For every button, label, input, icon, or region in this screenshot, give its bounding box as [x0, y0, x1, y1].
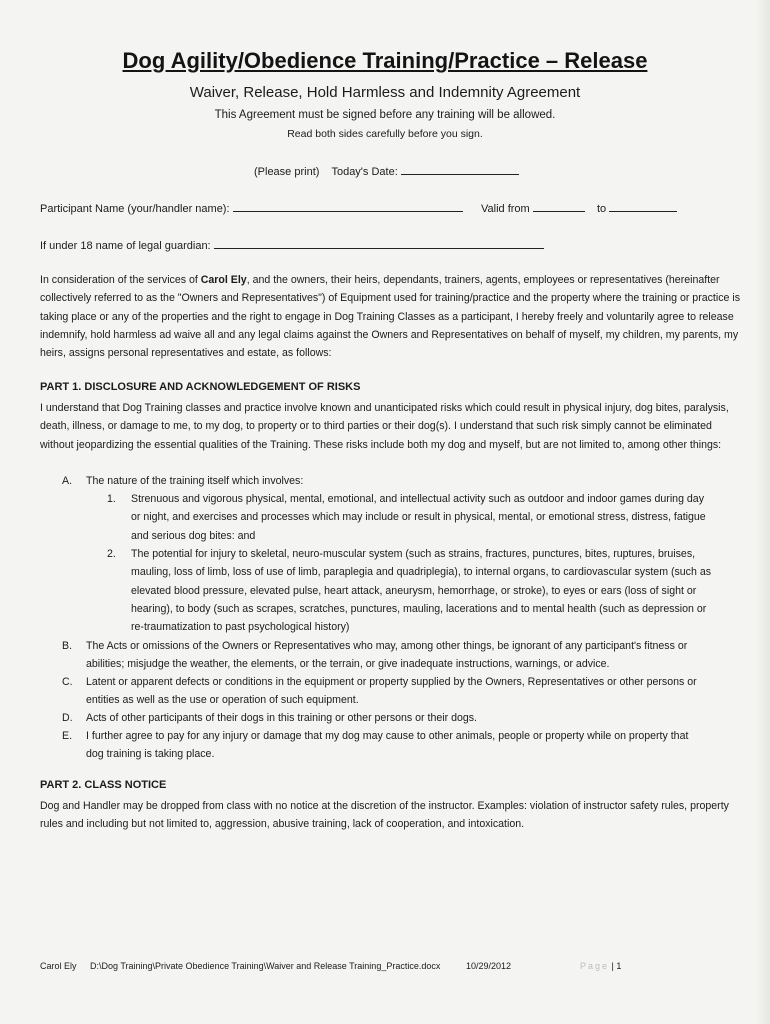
please-print-label: (Please print): [254, 166, 320, 178]
risk-item: The Acts or omissions of the Owners or Representatives who may, among other things, be ignorant of any participant's fitness or abilities; misjudge the weather, the elements, or the terrain, or give inadequate instructions, warnings, or advice.: [86, 640, 688, 671]
valid-from-field[interactable]: [533, 201, 585, 212]
page-num: | 1: [611, 961, 622, 971]
page-word: Page: [580, 961, 610, 971]
valid-to-field[interactable]: [609, 201, 677, 212]
todays-date-label: Today's Date:: [331, 166, 398, 178]
scan-edge-shadow: [756, 0, 770, 1024]
consideration-paragraph: In consideration of the services of Carol Ely, and the owners, their heirs, dependants, trainers, agents, employees or representatives (hereinafter collectively referred to as the "Owners and Representatives") of Equipment used for training/practice and the property where the training or practice is taking place or any of the properties and the right to engage in Dog Training Classes as a participant, I hereby freely and voluntarily agree to release indemnify, hold harmless ad waive all and any legal claims against the Owners and Representatives on behalf of myself, my children, my parents, my heirs, assigns personal representatives and estate, as follows:: [40, 274, 740, 360]
footer-file-path: D:\Dog Training\Private Obedience Training\Waiver and Release Training_Practice.docx: [90, 961, 441, 971]
footer-author: Carol Ely: [40, 961, 77, 971]
footer-date: 10/29/2012: [466, 961, 512, 971]
part1-heading: PART 1. DISCLOSURE AND ACKNOWLEDGEMENT OF RISKS: [40, 381, 361, 393]
guardian-line: [40, 238, 544, 252]
part2-heading: PART 2. CLASS NOTICE: [40, 779, 167, 791]
guardian-field[interactable]: [214, 238, 544, 249]
read-notice: Read both sides carefully before you sign.: [287, 128, 483, 140]
item-marker: E.: [62, 730, 73, 742]
footer-page-number: [580, 961, 621, 971]
participant-name-label: Participant Name (your/handler name):: [40, 203, 230, 215]
part1-intro: I understand that Dog Training classes and practice involve known and unanticipated risks which could result in physical injury, dog bites, paralysis, death, illness, or damage to me, to my dog, to property or to third parties or their dog(s). I understand that such risk simply cannot be eliminated without jeopardizing the essential qualities of the Training. These risks include both my dog and myself, but are not limited to, among other things:: [40, 402, 729, 451]
risk-item: Latent or apparent defects or conditions in the equipment or property supplied by the Owners, Representatives or other persons or entities as well as the use or operation of such equipment.: [86, 676, 697, 707]
participant-name-field[interactable]: [233, 201, 463, 212]
document-title: Dog Agility/Obedience Training/Practice – Release: [122, 48, 648, 73]
item-marker: D.: [62, 712, 73, 724]
item-marker: 2.: [107, 548, 116, 560]
instructor-name: Carol Ely: [200, 274, 247, 286]
valid-dates-line: [481, 201, 677, 215]
document-subtitle: Waiver, Release, Hold Harmless and Indemnity Agreement: [189, 84, 581, 101]
signing-notice: This Agreement must be signed before any training will be allowed.: [214, 109, 556, 121]
participant-line: [40, 201, 463, 215]
risk-item: I further agree to pay for any injury or damage that my dog may cause to other animals, people or property while on property that dog training is taking place.: [86, 730, 689, 761]
part2-text: Dog and Handler may be dropped from class with no notice at the discretion of the instructor. Examples: violation of instructor safety rules, property rules and including but not limited to, aggression, abusive training, lack of cooperation, and intoxication.: [40, 800, 729, 831]
item-marker: 1.: [107, 493, 116, 505]
risk-item: The nature of the training itself which involves:: [86, 475, 304, 487]
valid-from-label: Valid from: [481, 203, 530, 215]
risk-item: The potential for injury to skeletal, neuro-muscular system (such as strains, fractures, punctures, bites, ruptures, bruises, mauling, loss of limb, loss of use of limb, paraplegia and quadriplegia), to internal organs, to cardiovascular system (such as elevated blood pressure, elevated pulse, heart attack, aneurysm, hemorrhage, or stroke), to eyes or ears (loss of sight or hearing), to body (such as scrapes, scratches, punctures, mauling, lacerations and to mental health (such as depression or re-traumatization to past psychological history): [131, 548, 712, 634]
risk-item: Acts of other participants of their dogs in this training or other persons or their dogs.: [86, 712, 477, 724]
item-marker: A.: [62, 475, 73, 487]
todays-date-field[interactable]: [401, 164, 519, 175]
valid-to-label: to: [597, 203, 607, 215]
item-marker: B.: [62, 640, 73, 652]
date-line: [254, 164, 519, 178]
item-marker: C.: [62, 676, 73, 688]
guardian-label: If under 18 name of legal guardian:: [40, 240, 211, 252]
risk-item: Strenuous and vigorous physical, mental, emotional, and intellectual activity such as outdoor and indoor games during day or night, and exercises and processes which may include or result in physical, mental, or emotional stress, distress, fatigue and serious dog bites: and: [131, 493, 706, 542]
